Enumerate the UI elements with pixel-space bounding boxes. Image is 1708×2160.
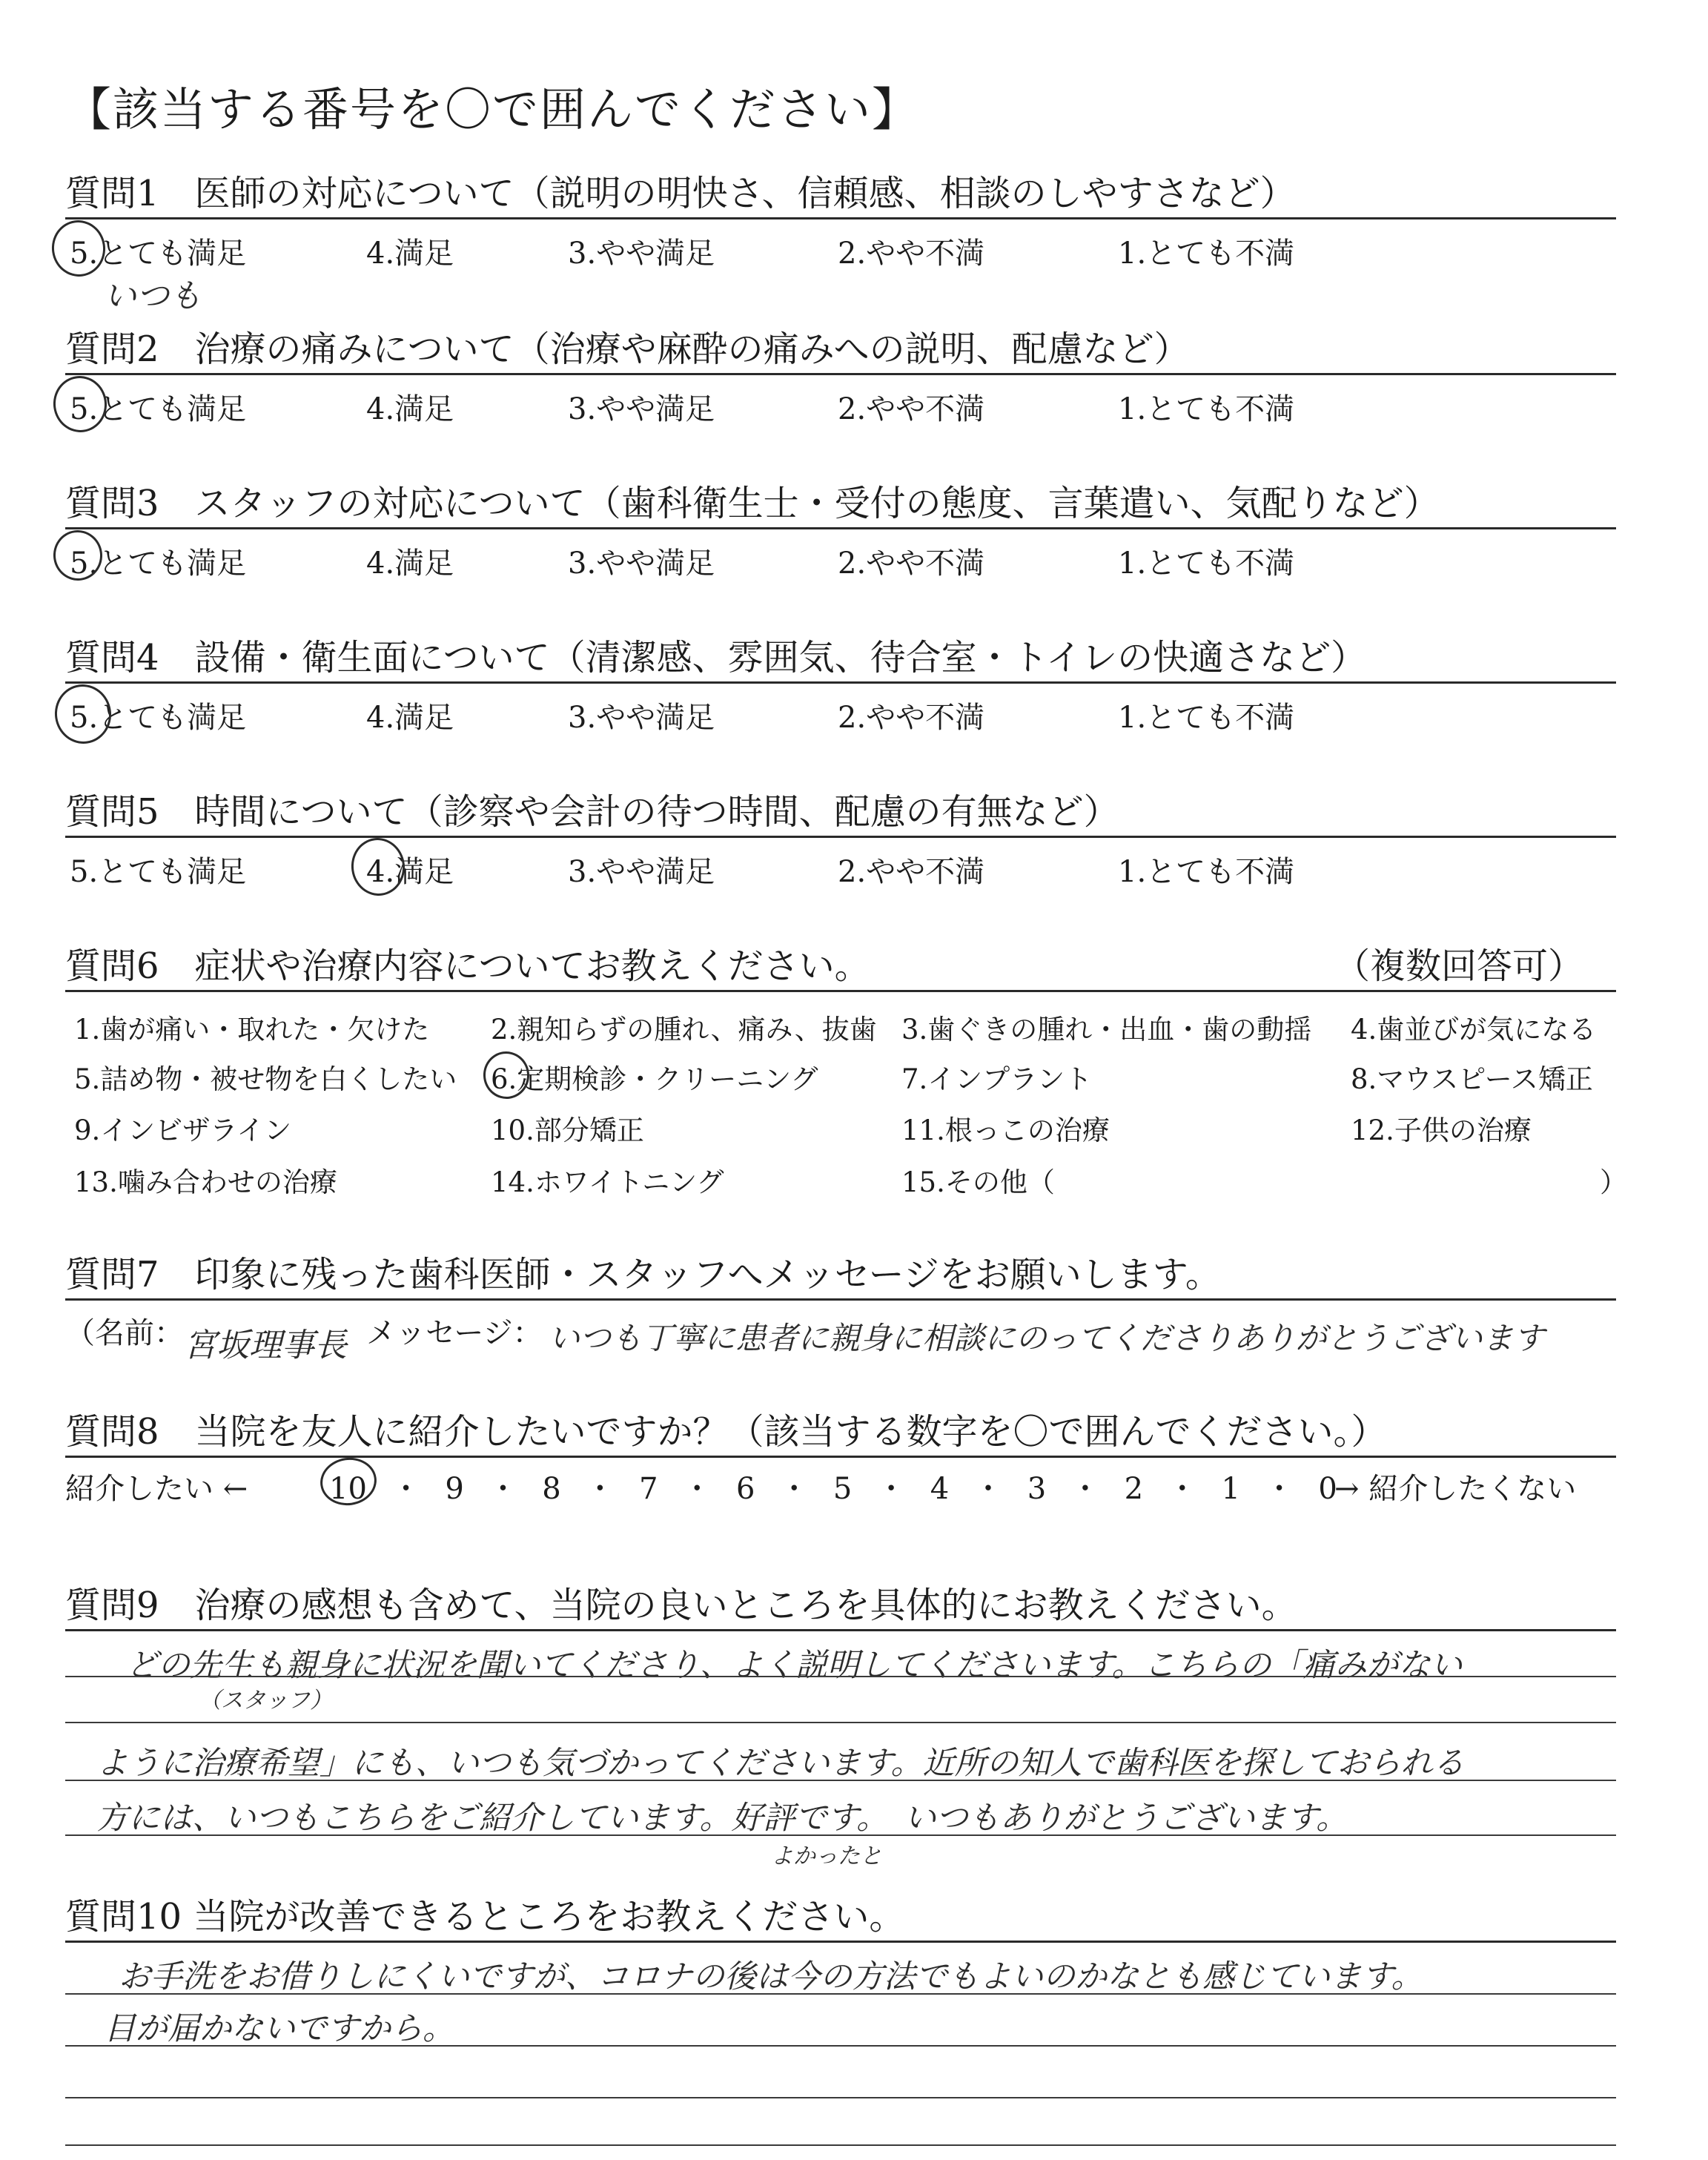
q10-rule xyxy=(65,1941,1616,1943)
q8-right-label: → 紹介したくない xyxy=(1334,1472,1577,1506)
q2-option-3[interactable]: 3.やや満足 xyxy=(568,392,715,426)
q1-handwritten-note: いつも xyxy=(104,277,202,315)
q10-answer-line-2: 目が届かないですから。 xyxy=(104,2010,454,2047)
q8-separator: ・ xyxy=(779,1472,810,1506)
q5-option-1[interactable]: 1.とても不満 xyxy=(1118,855,1295,889)
q10-writing-line xyxy=(65,2097,1616,2098)
q6-option-15-close: ） xyxy=(1600,1166,1627,1198)
q1-option-3[interactable]: 3.やや満足 xyxy=(568,237,715,271)
q2-option-2[interactable]: 2.やや不満 xyxy=(838,392,985,426)
q4-option-3[interactable]: 3.やや満足 xyxy=(568,701,715,735)
q9-heading: 質問9 治療の感想も含めて、当院の良いところを具体的にお教えください。 xyxy=(65,1585,1297,1626)
q7-message-label: メッセージ： xyxy=(366,1316,543,1350)
q9-writing-line xyxy=(65,1722,1616,1723)
q8-score-4[interactable]: 4 xyxy=(930,1472,950,1506)
q9-writing-line xyxy=(65,1676,1616,1677)
q6-multi-note: （複数回答可） xyxy=(1334,945,1584,987)
q3-option-5[interactable]: 5.とても満足 xyxy=(70,546,247,581)
q7-name-label: （名前： xyxy=(65,1316,184,1350)
q8-score-3[interactable]: 3 xyxy=(1027,1472,1047,1506)
q2-option-1[interactable]: 1.とても不満 xyxy=(1118,392,1295,426)
q8-separator: ・ xyxy=(876,1472,907,1506)
q8-score-8[interactable]: 8 xyxy=(542,1472,561,1506)
q1-heading: 質問1 医師の対応について（説明の明快さ、信頼感、相談のしやすさなど） xyxy=(65,173,1296,214)
q4-option-2[interactable]: 2.やや不満 xyxy=(838,701,985,735)
q6-option-8[interactable]: 8.マウスピース矯正 xyxy=(1351,1063,1593,1095)
q4-selection-circle xyxy=(51,681,115,747)
q3-heading: 質問3 スタッフの対応について（歯科衛生士・受付の態度、言葉遣い、気配りなど） xyxy=(65,483,1440,524)
q5-option-4[interactable]: 4.満足 xyxy=(366,855,454,889)
q9-writing-line xyxy=(65,1780,1616,1781)
q9-insert-yokatta: よかったと xyxy=(771,1843,882,1869)
q1-option-2[interactable]: 2.やや不満 xyxy=(838,237,985,271)
q5-option-3[interactable]: 3.やや満足 xyxy=(568,855,715,889)
q10-writing-line xyxy=(65,2144,1616,2146)
q3-option-3[interactable]: 3.やや満足 xyxy=(568,546,715,581)
q2-option-5[interactable]: 5.とても満足 xyxy=(70,392,247,426)
q1-option-1[interactable]: 1.とても不満 xyxy=(1118,237,1295,271)
q9-answer-line-2: ように治療希望」にも、いつも気づかってくださいます。近所の知人で歯科医を探しておられる xyxy=(96,1745,1465,1782)
q7-heading: 質問7 印象に残った歯科医師・スタッフへメッセージをお願いします。 xyxy=(65,1254,1221,1295)
q4-rule xyxy=(65,681,1616,684)
q8-score-7[interactable]: 7 xyxy=(639,1472,658,1506)
q5-option-5[interactable]: 5.とても満足 xyxy=(70,855,247,889)
q6-option-1[interactable]: 1.歯が痛い・取れた・欠けた xyxy=(74,1014,430,1046)
q9-insert-staff: （スタッフ） xyxy=(199,1688,332,1714)
q8-heading: 質問8 当院を友人に紹介したいですか？（該当する数字を〇で囲んでください。） xyxy=(65,1411,1387,1453)
q4-option-1[interactable]: 1.とても不満 xyxy=(1118,701,1295,735)
q8-separator: ・ xyxy=(1167,1472,1197,1506)
q8-score-6[interactable]: 6 xyxy=(736,1472,755,1506)
q6-rule xyxy=(65,990,1616,992)
q3-option-1[interactable]: 1.とても不満 xyxy=(1118,546,1295,581)
q9-writing-line xyxy=(65,1834,1616,1836)
q6-option-5[interactable]: 5.詰め物・被せ物を白くしたい xyxy=(74,1063,457,1095)
q7-name-value[interactable]: 宮坂理事長 xyxy=(184,1327,347,1364)
q6-option-11[interactable]: 11.根っこの治療 xyxy=(901,1114,1110,1146)
q10-writing-line xyxy=(65,2045,1616,2047)
q3-option-2[interactable]: 2.やや不満 xyxy=(838,546,985,581)
q6-option-12[interactable]: 12.子供の治療 xyxy=(1351,1114,1532,1146)
q9-answer-line-1: どの先生も親身に状況を聞いてくださり、よく説明してくださいます。こちらの「痛みがない xyxy=(126,1647,1463,1684)
q8-score-5[interactable]: 5 xyxy=(833,1472,853,1506)
q4-option-5[interactable]: 5.とても満足 xyxy=(70,701,247,735)
q10-answer-line-1: お手洗をお借りしにくいですが、コロナの後は今の方法でもよいのかなとも感じています。 xyxy=(119,1958,1423,1995)
q8-separator: ・ xyxy=(1264,1472,1294,1506)
q6-option-9[interactable]: 9.インビザライン xyxy=(74,1114,292,1146)
q6-option-14[interactable]: 14.ホワイトニング xyxy=(491,1166,724,1198)
q8-separator: ・ xyxy=(391,1472,421,1506)
q6-option-15[interactable]: 15.その他（ xyxy=(901,1166,1055,1198)
q5-rule xyxy=(65,836,1616,838)
q5-option-2[interactable]: 2.やや不満 xyxy=(838,855,985,889)
q8-score-9[interactable]: 9 xyxy=(445,1472,464,1506)
q3-option-4[interactable]: 4.満足 xyxy=(366,546,454,581)
q6-option-13[interactable]: 13.噛み合わせの治療 xyxy=(74,1166,337,1198)
q1-rule xyxy=(65,217,1616,219)
q6-option-7[interactable]: 7.インプラント xyxy=(901,1063,1093,1095)
q6-heading: 質問6 症状や治療内容についてお教えください。 xyxy=(65,945,870,987)
page-title: 【該当する番号を〇で囲んでください】 xyxy=(65,82,920,136)
q5-heading: 質問5 時間について（診察や会計の待つ時間、配慮の有無など） xyxy=(65,791,1119,833)
q6-option-2[interactable]: 2.親知らずの腫れ、痛み、抜歯 xyxy=(491,1014,877,1046)
q6-option-3[interactable]: 3.歯ぐきの腫れ・出血・歯の動揺 xyxy=(901,1014,1312,1046)
q6-option-6[interactable]: 6.定期検診・クリーニング xyxy=(491,1063,818,1095)
q8-scale xyxy=(329,1465,1337,1507)
q8-score-1[interactable]: 1 xyxy=(1221,1472,1240,1506)
q8-separator: ・ xyxy=(488,1472,518,1506)
q2-option-4[interactable]: 4.満足 xyxy=(366,392,454,426)
q6-option-10[interactable]: 10.部分矯正 xyxy=(491,1114,644,1146)
q1-option-4[interactable]: 4.満足 xyxy=(366,237,454,271)
q10-heading: 質問10 当院が改善できるところをお教えください。 xyxy=(65,1896,905,1938)
q4-heading: 質問4 設備・衛生面について（清潔感、雰囲気、待合室・トイレの快適さなど） xyxy=(65,637,1367,678)
q8-score-10[interactable]: 10 xyxy=(329,1472,367,1506)
q7-rule xyxy=(65,1298,1616,1301)
q9-rule xyxy=(65,1629,1616,1631)
q3-rule xyxy=(65,527,1616,529)
q8-rule xyxy=(65,1456,1616,1458)
q2-rule xyxy=(65,373,1616,375)
q7-message-value[interactable]: いつも丁寧に患者に親身に相談にのってくださりありがとうございます xyxy=(549,1320,1545,1356)
q1-option-5[interactable]: 5.とても満足 xyxy=(70,237,247,271)
q8-separator: ・ xyxy=(973,1472,1003,1506)
q8-separator: ・ xyxy=(585,1472,615,1506)
q10-writing-line xyxy=(65,1993,1616,1995)
q2-heading: 質問2 治療の痛みについて（治療や麻酔の痛みへの説明、配慮など） xyxy=(65,328,1190,370)
q8-separator: ・ xyxy=(1070,1472,1100,1506)
q6-option-4[interactable]: 4.歯並びが気になる xyxy=(1351,1014,1597,1046)
q8-score-0[interactable]: 0 xyxy=(1318,1472,1337,1506)
q8-left-label: 紹介したい ← xyxy=(65,1472,248,1506)
q8-separator: ・ xyxy=(682,1472,712,1506)
q4-option-4[interactable]: 4.満足 xyxy=(366,701,454,735)
q9-answer-line-3: 方には、いつもこちらをご紹介しています。好評です。 いつもありがとうございます。 xyxy=(96,1800,1348,1837)
q8-score-2[interactable]: 2 xyxy=(1124,1472,1144,1506)
